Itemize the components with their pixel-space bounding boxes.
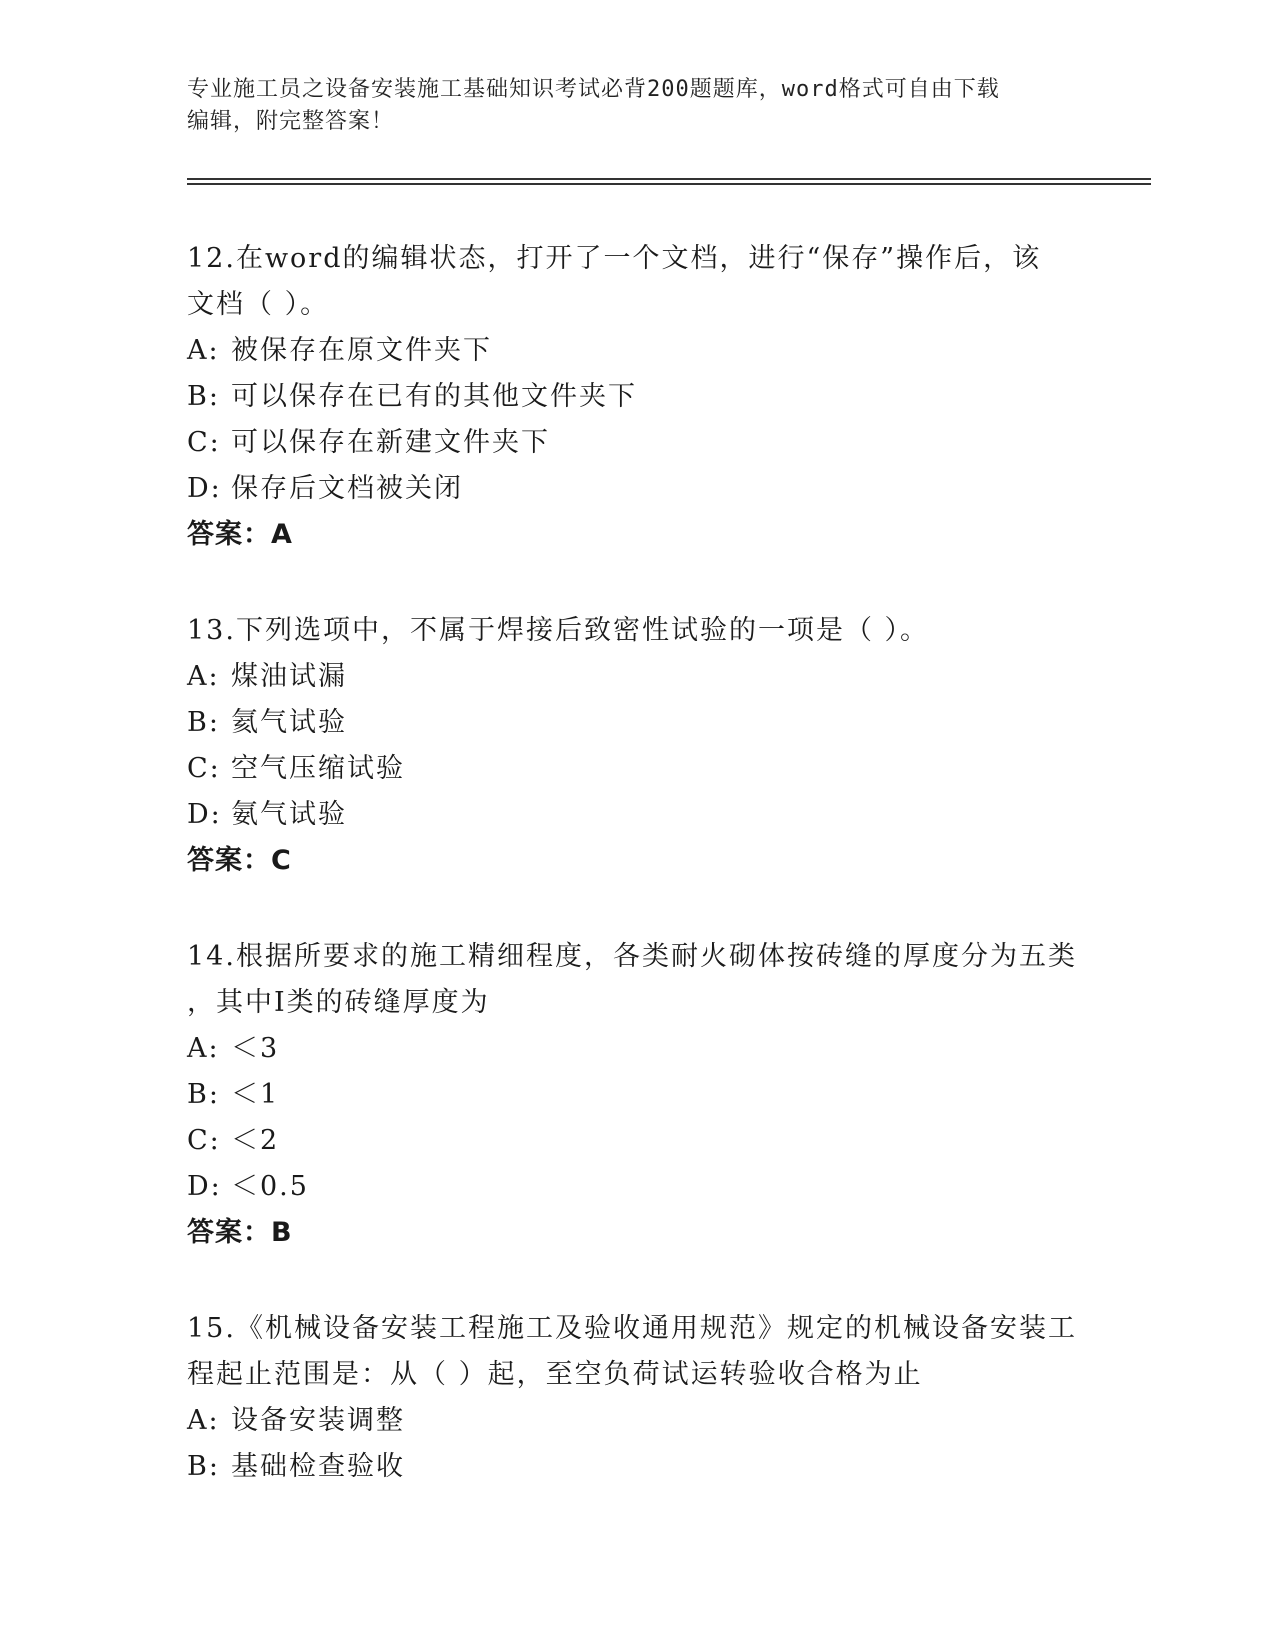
option-c <box>187 746 1087 792</box>
option-label: A: <box>187 1033 220 1064</box>
option-d <box>187 466 1087 512</box>
question-14 <box>187 934 1087 1256</box>
question-text-line-1: 12.在word的编辑状态，打开了一个文档，进行“保存”操作后，该 <box>187 243 1042 274</box>
answer-line: 答案：A <box>187 519 293 550</box>
option-c <box>187 1118 1087 1164</box>
question-text-line-2: 文档（ ）。 <box>187 289 330 320</box>
option-text: 煤油试漏 <box>231 661 347 692</box>
option-label: B: <box>187 1451 220 1482</box>
option-d <box>187 792 1087 838</box>
question-12 <box>187 236 1087 558</box>
option-label: A: <box>187 335 220 366</box>
option-label: D: <box>187 473 222 504</box>
option-text: ＜0.5 <box>231 1171 309 1202</box>
option-text: 可以保存在已有的其他文件夹下 <box>231 381 637 412</box>
answer-line: 答案：B <box>187 1217 293 1248</box>
option-d <box>187 1164 1087 1210</box>
question-text-line-1: 14.根据所要求的施工精细程度，各类耐火砌体按砖缝的厚度分为五类 <box>187 941 1077 972</box>
option-text: 可以保存在新建文件夹下 <box>231 427 550 458</box>
option-b <box>187 700 1087 746</box>
option-text: 被保存在原文件夹下 <box>231 335 492 366</box>
question-13 <box>187 608 1087 884</box>
option-text: ＜1 <box>231 1079 280 1110</box>
option-label: B: <box>187 381 220 412</box>
option-label: D: <box>187 799 222 830</box>
option-text: 设备安装调整 <box>231 1405 405 1436</box>
question-15 <box>187 1306 1087 1490</box>
question-text-line-2: 程起止范围是：从（ ）起，至空负荷试运转验收合格为止 <box>187 1359 923 1390</box>
option-a <box>187 1398 1087 1444</box>
option-a <box>187 1026 1087 1072</box>
header-line-1: 专业施工员之设备安装施工基础知识考试必背200题题库，word格式可自由下载 <box>187 77 1000 102</box>
option-label: C: <box>187 427 221 458</box>
option-c <box>187 420 1087 466</box>
document-header <box>187 74 1067 138</box>
option-text: ＜2 <box>231 1125 280 1156</box>
option-label: D: <box>187 1171 222 1202</box>
option-text: 氨气试验 <box>231 799 347 830</box>
header-divider-bottom <box>187 183 1151 185</box>
question-text-line-1: 13.下列选项中，不属于焊接后致密性试验的一项是（ ）。 <box>187 615 930 646</box>
answer-line: 答案：C <box>187 845 292 876</box>
option-text: ＜3 <box>231 1033 280 1064</box>
option-a <box>187 328 1087 374</box>
option-b <box>187 1444 1087 1490</box>
option-a <box>187 654 1087 700</box>
question-text-line-2: ，其中I类的砖缝厚度为 <box>187 987 490 1018</box>
option-text: 氦气试验 <box>231 707 347 738</box>
option-label: B: <box>187 1079 220 1110</box>
option-b <box>187 374 1087 420</box>
question-list <box>187 236 1087 1540</box>
option-text: 保存后文档被关闭 <box>231 473 463 504</box>
option-label: C: <box>187 1125 221 1156</box>
option-b <box>187 1072 1087 1118</box>
option-label: B: <box>187 707 220 738</box>
header-divider-top <box>187 178 1151 180</box>
option-text: 空气压缩试验 <box>231 753 405 784</box>
question-text-line-1: 15.《机械设备安装工程施工及验收通用规范》规定的机械设备安装工 <box>187 1313 1077 1344</box>
option-label: A: <box>187 1405 220 1436</box>
option-text: 基础检查验收 <box>231 1451 405 1482</box>
header-line-2: 编辑，附完整答案！ <box>187 109 395 134</box>
option-label: A: <box>187 661 220 692</box>
option-label: C: <box>187 753 221 784</box>
